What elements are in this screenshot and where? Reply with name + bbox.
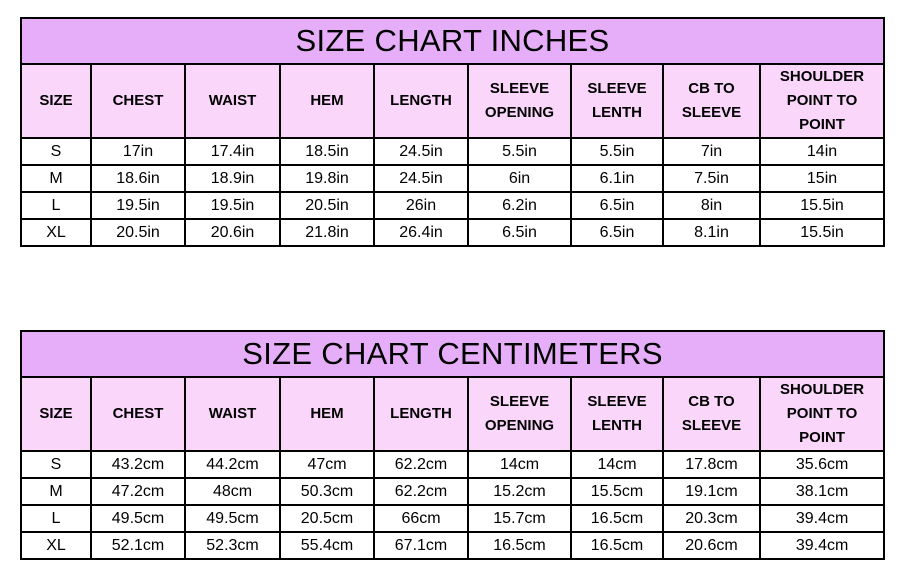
table-row-size-xl [21, 219, 884, 246]
cell-size: L [21, 192, 91, 219]
cell-cb-to-sleeve: 20.6cm [663, 532, 760, 559]
column-header-line: POINT TO [786, 405, 858, 422]
cell-length: 24.5in [374, 138, 468, 165]
cell-length: 67.1cm [374, 532, 468, 559]
cell-hem: 19.8in [280, 165, 374, 192]
cell-chest: 49.5cm [91, 505, 185, 532]
header-row [21, 377, 884, 451]
cell-sleeve-opening: 6.5in [468, 219, 571, 246]
cell-hem: 20.5in [280, 192, 374, 219]
cell-cb-to-sleeve: 20.3cm [663, 505, 760, 532]
cell-sleeve-opening: 15.7cm [468, 505, 571, 532]
cell-sleeve-lenth: 16.5cm [571, 505, 663, 532]
column-header-line: CHEST [112, 405, 164, 422]
column-header-hem [280, 377, 374, 451]
cell-size: M [21, 165, 91, 192]
cell-sleeve-opening: 16.5cm [468, 532, 571, 559]
header-row [21, 64, 884, 138]
cell-waist: 19.5in [185, 192, 280, 219]
cell-size: S [21, 451, 91, 478]
table-title: SIZE CHART INCHES [21, 18, 884, 64]
cell-chest: 18.6in [91, 165, 185, 192]
table-row-size-l [21, 505, 884, 532]
cell-cb-to-sleeve: 7in [663, 138, 760, 165]
column-header-cb-to-sleeve [663, 64, 760, 138]
column-header-line: LENTH [592, 104, 642, 121]
cell-sleeve-opening: 6in [468, 165, 571, 192]
cell-hem: 20.5cm [280, 505, 374, 532]
cell-cb-to-sleeve: 17.8cm [663, 451, 760, 478]
column-header-sleeve-opening [468, 377, 571, 451]
cell-hem: 50.3cm [280, 478, 374, 505]
table-title: SIZE CHART CENTIMETERS [21, 331, 884, 377]
cell-shoulder-point-to-point: 15.5in [760, 219, 884, 246]
cell-chest: 20.5in [91, 219, 185, 246]
column-header-hem [280, 64, 374, 138]
column-header-line: SHOULDER [779, 381, 865, 398]
table-row-size-m [21, 165, 884, 192]
cell-sleeve-opening: 6.2in [468, 192, 571, 219]
cell-shoulder-point-to-point: 38.1cm [760, 478, 884, 505]
cell-waist: 49.5cm [185, 505, 280, 532]
cell-length: 66cm [374, 505, 468, 532]
cell-length: 62.2cm [374, 478, 468, 505]
column-header-line: SIZE [39, 92, 73, 109]
cell-chest: 47.2cm [91, 478, 185, 505]
column-header-shoulder-point-to-point [760, 377, 884, 451]
cell-size: L [21, 505, 91, 532]
column-header-sleeve-opening [468, 64, 571, 138]
cell-shoulder-point-to-point: 35.6cm [760, 451, 884, 478]
column-header-line: LENGTH [390, 92, 452, 109]
column-header-chest [91, 377, 185, 451]
column-header-line: LENGTH [390, 405, 452, 422]
cell-sleeve-lenth: 16.5cm [571, 532, 663, 559]
cell-hem: 47cm [280, 451, 374, 478]
column-header-line: POINT [799, 429, 845, 446]
column-header-size [21, 64, 91, 138]
cell-sleeve-lenth: 15.5cm [571, 478, 663, 505]
cell-waist: 52.3cm [185, 532, 280, 559]
column-header-waist [185, 64, 280, 138]
column-header-line: HEM [310, 92, 344, 109]
column-header-line: WAIST [208, 405, 257, 422]
cell-hem: 21.8in [280, 219, 374, 246]
cell-size: S [21, 138, 91, 165]
size-chart-inches-table [20, 17, 885, 247]
table-row-size-l [21, 192, 884, 219]
column-header-line: SLEEVE [489, 393, 550, 410]
cell-size: XL [21, 532, 91, 559]
column-header-line: HEM [310, 405, 344, 422]
size-chart-centimeters-table [20, 330, 885, 560]
cell-length: 62.2cm [374, 451, 468, 478]
column-header-line: OPENING [484, 417, 555, 434]
column-header-line: SLEEVE [587, 80, 647, 97]
cell-hem: 55.4cm [280, 532, 374, 559]
cell-cb-to-sleeve: 8in [663, 192, 760, 219]
column-header-line: SLEEVE [681, 417, 742, 434]
column-header-line: POINT [799, 116, 845, 133]
column-header-line: CHEST [112, 92, 164, 109]
cell-shoulder-point-to-point: 39.4cm [760, 532, 884, 559]
cell-size: M [21, 478, 91, 505]
column-header-shoulder-point-to-point [760, 64, 884, 138]
title-row [21, 18, 884, 64]
cell-shoulder-point-to-point: 14in [760, 138, 884, 165]
column-header-line: CB TO [688, 393, 735, 410]
table-row-size-xl [21, 532, 884, 559]
cell-chest: 52.1cm [91, 532, 185, 559]
column-header-line: WAIST [208, 92, 257, 109]
cell-length: 26.4in [374, 219, 468, 246]
column-header-sleeve-lenth [571, 64, 663, 138]
cell-chest: 17in [91, 138, 185, 165]
cell-sleeve-lenth: 5.5in [571, 138, 663, 165]
cell-shoulder-point-to-point: 39.4cm [760, 505, 884, 532]
cell-waist: 44.2cm [185, 451, 280, 478]
cell-sleeve-opening: 5.5in [468, 138, 571, 165]
table-row-size-m [21, 478, 884, 505]
cell-sleeve-lenth: 14cm [571, 451, 663, 478]
cell-hem: 18.5in [280, 138, 374, 165]
cell-chest: 19.5in [91, 192, 185, 219]
cell-shoulder-point-to-point: 15in [760, 165, 884, 192]
column-header-chest [91, 64, 185, 138]
title-row [21, 331, 884, 377]
cell-sleeve-opening: 14cm [468, 451, 571, 478]
column-header-sleeve-lenth [571, 377, 663, 451]
cell-waist: 20.6in [185, 219, 280, 246]
column-header-line: SLEEVE [489, 80, 550, 97]
column-header-cb-to-sleeve [663, 377, 760, 451]
cell-waist: 18.9in [185, 165, 280, 192]
column-header-line: POINT TO [786, 92, 858, 109]
cell-length: 24.5in [374, 165, 468, 192]
cell-sleeve-lenth: 6.5in [571, 192, 663, 219]
cell-cb-to-sleeve: 7.5in [663, 165, 760, 192]
column-header-waist [185, 377, 280, 451]
cell-sleeve-lenth: 6.5in [571, 219, 663, 246]
column-header-line: SIZE [39, 405, 73, 422]
column-header-size [21, 377, 91, 451]
cell-chest: 43.2cm [91, 451, 185, 478]
cell-shoulder-point-to-point: 15.5in [760, 192, 884, 219]
column-header-line: SHOULDER [779, 68, 865, 85]
cell-cb-to-sleeve: 8.1in [663, 219, 760, 246]
column-header-length [374, 377, 468, 451]
column-header-line: SLEEVE [681, 104, 742, 121]
column-header-line: OPENING [484, 104, 555, 121]
table-row-size-s [21, 451, 884, 478]
cell-sleeve-opening: 15.2cm [468, 478, 571, 505]
column-header-line: LENTH [592, 417, 642, 434]
cell-size: XL [21, 219, 91, 246]
cell-length: 26in [374, 192, 468, 219]
cell-sleeve-lenth: 6.1in [571, 165, 663, 192]
column-header-length [374, 64, 468, 138]
column-header-line: SLEEVE [587, 393, 647, 410]
cell-waist: 17.4in [185, 138, 280, 165]
column-header-line: CB TO [688, 80, 735, 97]
cell-waist: 48cm [185, 478, 280, 505]
table-row-size-s [21, 138, 884, 165]
cell-cb-to-sleeve: 19.1cm [663, 478, 760, 505]
